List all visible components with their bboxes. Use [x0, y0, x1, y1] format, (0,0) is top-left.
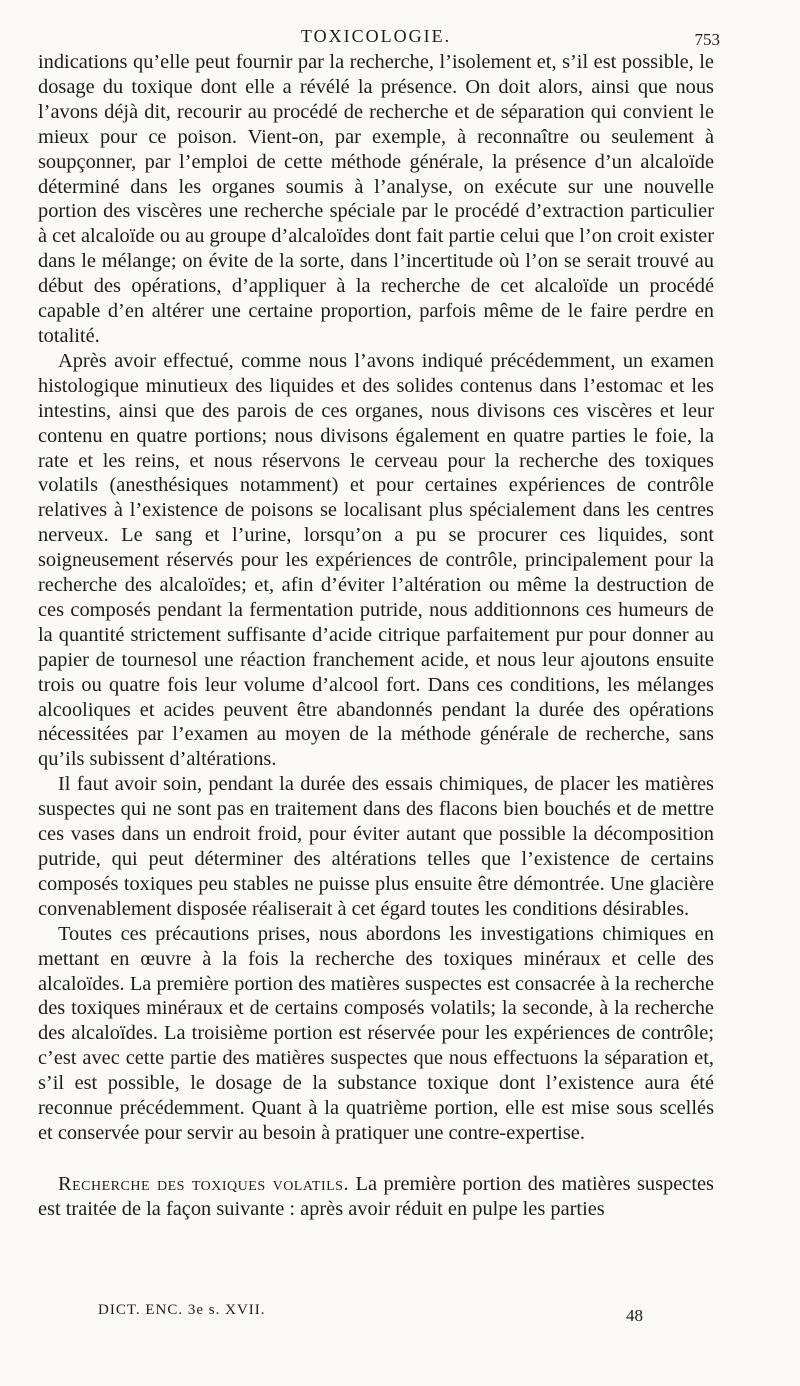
running-title: TOXICOLOGIE.: [300, 26, 452, 46]
section-paragraph: [38, 1172, 714, 1222]
body-text: [38, 50, 714, 1222]
running-header: [38, 20, 720, 50]
sheet-number: 48: [626, 1306, 643, 1325]
book-page: [38, 20, 720, 1366]
page-number: 753: [694, 30, 720, 49]
paragraph-storage: Il faut avoir soin, pendant la durée des essais chimiques, de placer les matières suspectes qui ne sont pas en traitement dans des flacons bien bouchés et de mettre ces vases dans un endroit froid, pour éviter autant que possible la décomposition putride, qui peut déterminer des altérations telles que l’existence de certains composés toxiques peu stables ne puisse plus ensuite être démontrée. Une glacière convenablement disposée réaliserait à cet égard toutes les conditions désirables.: [38, 773, 714, 920]
paragraph-precautions: Toutes ces précautions prises, nous abordons les investigations chimiques en mettant en œuvre à la fois la recherche des toxiques minéraux et celle des alcaloïdes. La première portion des matières suspectes est consacrée à la recherche des toxiques minéraux et de certains composés volatils; la seconde, à la recherche des alcaloïdes. La troisième portion est réservée pour les expériences de contrôle; c’est avec cette partie des matières suspectes que nous effectuons la séparation et, s’il est possible, le dosage de la substance toxique dont l’existence aura été reconnue précédemment. Quant à la quatrième portion, elle est mise sous scellés et conservée pour servir au besoin à pratiquer une contre-expertise.: [38, 922, 714, 1144]
printer-signature: DICT. ENC. 3e s. XVII.: [98, 1302, 266, 1318]
paragraph-continuation: indications qu’elle peut fournir par la recherche, l’isolement et, s’il est possible, le dosage du toxique dont elle a révélé la présence. On doit alors, ainsi que nous l’avons déjà dit, recourir au procédé de recherche et de séparation qui convient le mieux pour ce poison. Vient-on, par exemple, à reconnaître ou seulement à soupçonner, par l’emploi de cette méthode générale, la présence d’un alcaloïde déterminé dans les organes soumis à l’analyse, on exécute sur une nouvelle portion des viscères une recherche spéciale par le procédé d’extraction particulier à cet alcaloïde ou au groupe d’alcaloïdes dont fait partie celui que l’on croit exister dans le mélange; on évite de la sorte, dans l’incertitude où l’on se serait trouvé au début des opérations, d’appliquer à la recherche de cet alcaloïde un procédé capable d’en altérer une certaine proportion, parfois même de le faire perdre en totalité.: [38, 51, 715, 347]
section-text: La première portion des matières suspectes est traitée de la façon suivante : après avoir réduit en pulpe les parties: [38, 1172, 714, 1220]
section-heading: Recherche des toxiques volatils.: [58, 1172, 350, 1195]
paragraph-examination: Après avoir effectué, comme nous l’avons indiqué précédemment, un examen histologique minutieux des liquides et des solides contenus dans l’estomac et les intestins, ainsi que des parois de ces organes, nous divisons ces viscères et leur contenu en quatre portions; nous divisons également en quatre parties le foie, la rate et les reins, et nous réservons le cerveau pour la recherche des toxiques volatils (anesthésiques notamment) et pour certaines expériences de contrôle relatives à l’existence de poisons se localisant plus spécialement dans les centres nerveux. Le sang et l’urine, lorsqu’on a pu se procurer ces liquides, sont soigneusement réservés pour les expériences de contrôle, principalement pour la recherche des alcaloïdes; et, afin d’éviter l’altération ou même la destruction de ces composés pendant la fermentation putride, nous additionnons ces humeurs de la quantité strictement suffisante d’acide citrique parfaitement pur pour donner au papier de tournesol une réaction franchement acide, et nous leur ajoutons ensuite trois ou quatre fois leur volume d’alcool fort. Dans ces conditions, les mélanges alcooliques et acides peuvent être abandonnés pendant la durée des opérations nécessitées par l’examen au moyen de la méthode générale de recherche, sans qu’ils subissent d’altérations.: [38, 349, 714, 771]
page-footer: [98, 1302, 714, 1326]
